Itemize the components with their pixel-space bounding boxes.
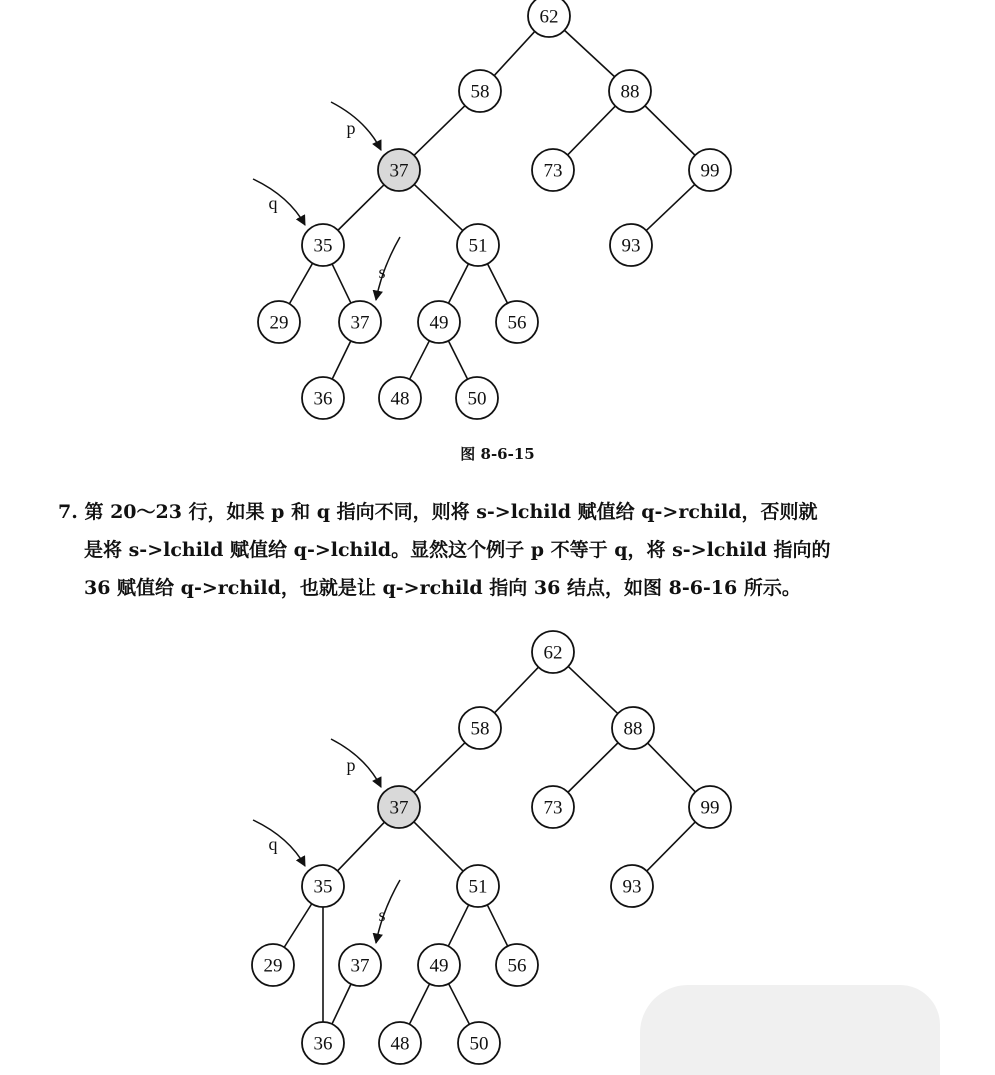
node-label: 56 (507, 312, 527, 334)
tree-node (532, 786, 574, 828)
pointer-arrow-p (331, 739, 381, 787)
tree-edge (332, 264, 351, 303)
paragraph-line-3: 36 赋值给 q->rchild，也就是让 q->rchild 指向 36 结点，如图 8-6-16 所示。 (84, 577, 801, 599)
node-label: 48 (390, 1033, 410, 1055)
tree-node (689, 786, 731, 828)
node-label: 49 (429, 312, 449, 334)
tree-edge (289, 263, 312, 304)
node-label: 58 (470, 81, 490, 103)
tree-edge (487, 905, 507, 946)
tree-edge (414, 743, 465, 793)
tree-edge (568, 666, 618, 713)
tree-edge (568, 106, 616, 155)
tree-edge (338, 185, 384, 230)
node-label: 49 (429, 955, 449, 977)
node-label: 58 (470, 718, 490, 740)
tree-node (457, 865, 499, 907)
tree-edge (414, 106, 465, 156)
node-label: 62 (543, 642, 563, 664)
tree-node (459, 70, 501, 112)
node-label: 93 (621, 235, 641, 257)
node-label: 35 (313, 235, 333, 257)
tree-edge (645, 106, 695, 155)
tree-node (379, 1022, 421, 1064)
tree-node (252, 944, 294, 986)
tree-edge (564, 30, 614, 76)
node-label: 50 (467, 388, 487, 410)
tree-node (302, 377, 344, 419)
tree-node (609, 70, 651, 112)
tree-node (418, 944, 460, 986)
pointer-arrow-q (253, 820, 305, 866)
pointer-label-q: q (268, 834, 278, 854)
pointer-label-q: q (268, 193, 278, 213)
tree-edge (647, 822, 695, 871)
node-label: 48 (390, 388, 410, 410)
tree-edge (648, 743, 696, 792)
tree-edge (568, 743, 618, 792)
tree-edge (448, 264, 468, 304)
tree-node (459, 707, 501, 749)
tree-node (458, 1022, 500, 1064)
node-label: 99 (700, 160, 720, 182)
tree-edge (284, 904, 312, 948)
node-label: 88 (620, 81, 640, 103)
tree-edge (448, 341, 467, 379)
tree-node (610, 224, 652, 266)
node-label: 35 (313, 876, 333, 898)
node-label: 37 (350, 955, 370, 977)
tree-node (456, 377, 498, 419)
node-label: 51 (468, 235, 488, 257)
node-label: 37 (350, 312, 370, 334)
tree-node (339, 301, 381, 343)
tree-edge (332, 984, 351, 1024)
node-label: 50 (469, 1033, 489, 1055)
tree-diagram (0, 0, 995, 430)
node-label: 73 (543, 797, 563, 819)
paragraph-line-2: 是将 s->lchild 赋值给 q->lchild。显然这个例子 p 不等于 q，将 s->lchild 指向的 (84, 539, 831, 561)
node-label: 36 (313, 388, 333, 410)
watermark (640, 985, 940, 1075)
tree-edge (414, 822, 463, 871)
tree-edge (494, 31, 535, 75)
tree-edge (410, 341, 430, 380)
tree-node (496, 301, 538, 343)
pointer-label-p: p (346, 755, 356, 775)
tree-node (689, 149, 731, 191)
tree-edge (495, 667, 539, 713)
node-label: 56 (507, 955, 527, 977)
tree-node (302, 1022, 344, 1064)
step-paragraph (58, 493, 958, 607)
tree-edge (414, 184, 463, 230)
node-label: 62 (539, 6, 559, 28)
tree-node (496, 944, 538, 986)
tree-node (378, 786, 420, 828)
pointer-label-s: s (378, 905, 386, 925)
tree-node (532, 631, 574, 673)
node-label: 29 (263, 955, 283, 977)
tree-figure-8-6-15 (0, 0, 995, 430)
tree-node (379, 377, 421, 419)
pointer-label-s: s (378, 262, 386, 282)
node-label: 51 (468, 876, 488, 898)
node-label: 73 (543, 160, 563, 182)
tree-edge (449, 984, 470, 1025)
tree-node (258, 301, 300, 343)
pointer-arrow-p (331, 102, 381, 150)
tree-node (418, 301, 460, 343)
tree-node (339, 944, 381, 986)
node-label: 36 (313, 1033, 333, 1055)
paragraph-line-1: 7. 第 20～23 行，如果 p 和 q 指向不同，则将 s->lchild 赋值给 q->rchild，否则就 (58, 501, 818, 523)
pointer-arrow-q (253, 179, 305, 225)
figure-caption: 图 8-6-15 (460, 445, 535, 463)
node-label: 99 (700, 797, 720, 819)
tree-node (612, 707, 654, 749)
tree-edge (646, 184, 695, 230)
tree-node (457, 224, 499, 266)
node-label: 29 (269, 312, 289, 334)
tree-edge (409, 984, 429, 1024)
tree-edge (448, 905, 468, 946)
node-label: 88 (623, 718, 643, 740)
tree-node (378, 149, 420, 191)
tree-edge (487, 264, 507, 304)
node-label: 93 (622, 876, 642, 898)
tree-node (302, 224, 344, 266)
node-label: 37 (389, 160, 409, 182)
tree-node (528, 0, 570, 37)
pointer-label-p: p (346, 118, 356, 138)
tree-edge (338, 822, 385, 871)
tree-node (302, 865, 344, 907)
tree-edge (332, 341, 351, 379)
tree-node (532, 149, 574, 191)
node-label: 37 (389, 797, 409, 819)
tree-node (611, 865, 653, 907)
